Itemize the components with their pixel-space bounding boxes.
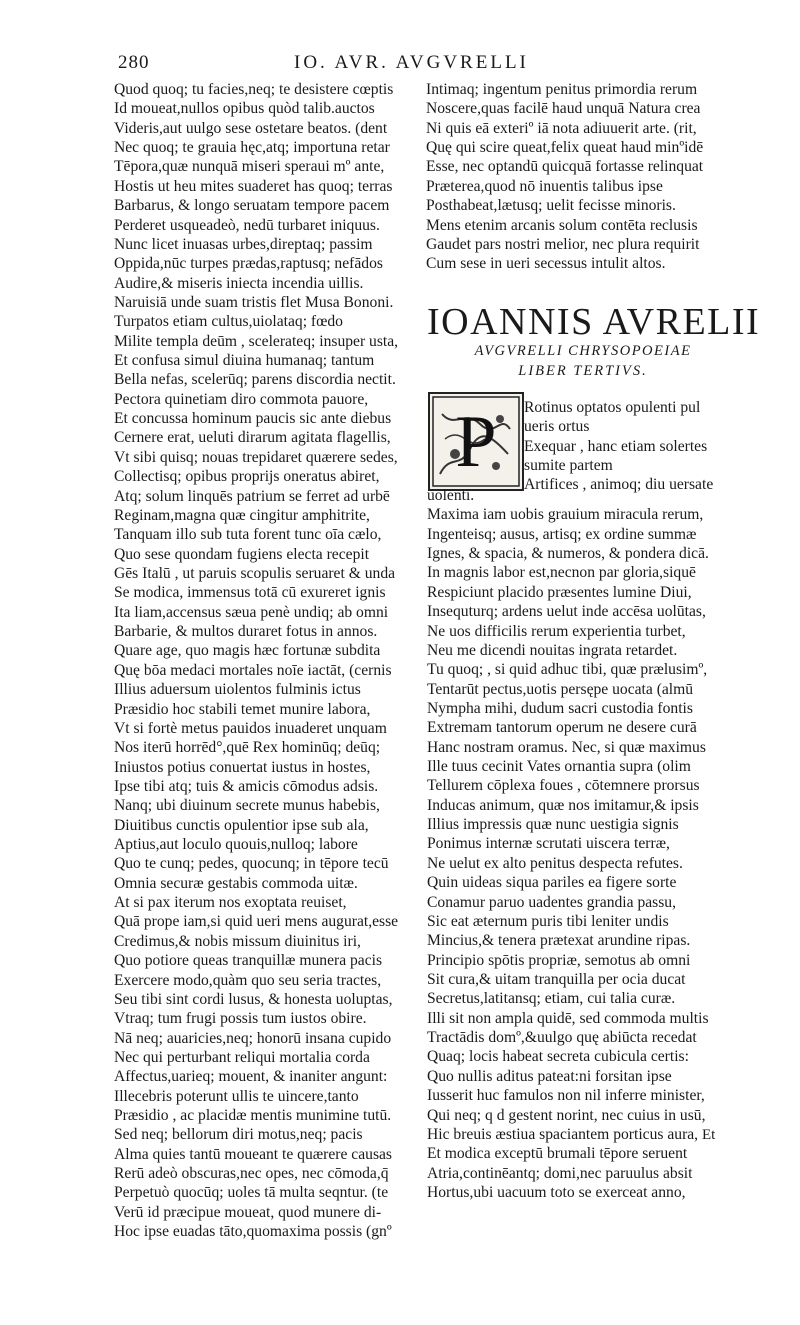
- verse-line: Quę bōa medaci mortales noīe iactāt, (cernis: [114, 661, 392, 679]
- verse-line: Quo sese quondam fugiens electa recepit: [114, 545, 370, 563]
- verse-line: Oppida,nūc turpes prædas,raptusq; nefādos: [114, 255, 383, 273]
- verse-line: Sit cura,& uitam tranquilla per ocia ducat: [427, 970, 686, 988]
- verse-line: Illius aduersum uiolentos fulminis ictus: [114, 681, 361, 699]
- verse-line: Barbarie, & multos duraret fotus in annos.: [114, 623, 378, 641]
- verse-line: Ne uos difficilis rerum experientia turbet,: [427, 622, 686, 640]
- verse-line: Atq; solum linquēs patrium se ferret ad urbē: [114, 487, 390, 505]
- verse-line: Ni quis eā exteriº iā nota adiuuerit arte. (rit,: [426, 119, 697, 137]
- verse-line: Tēpora,quæ nunquā miseri speraui mº ante,: [114, 158, 385, 176]
- verse-line: Posthabeat,lætusq; uelit fecisse minoris.: [426, 197, 676, 215]
- verse-line: Exercere modo,quàm quo seu seria tractes,: [114, 971, 382, 989]
- verse-line: Sed neq; bellorum diri motus,neq; pacis: [114, 1126, 363, 1144]
- verse-line: Respiciunt placido præsentes lumine Diui,: [427, 583, 692, 601]
- verse-line: Nunc licet inuasas urbes,direptaq; passim: [114, 235, 373, 253]
- verse-line: Principio spōtis propriæ, semotus ab omni: [427, 951, 691, 969]
- verse-line: Atria,continēantq; domi,nec paruulus absit: [427, 1164, 693, 1182]
- verse-line: uolenti.: [427, 487, 475, 504]
- verse-line: Ne uelut ex alto penitus despecta refutes.: [427, 854, 683, 872]
- verse-line: Mens etenim arcanis solum contēta reclusis: [426, 216, 698, 234]
- book-title-main: IOANNIS AVRELII: [427, 301, 761, 343]
- verse-line: Præsidio , ac placidæ mentis munimine tutū.: [114, 1107, 392, 1125]
- verse-line: Se modica, immensus totā cū exureret ignis: [114, 584, 386, 602]
- verse-line: Perpetuò quocūq; uoles tā multa seqntur. (te: [114, 1184, 389, 1202]
- verse-line: Perderet usqueadeò, nedū turbaret iniquus.: [114, 216, 380, 234]
- left-column: [114, 80, 416, 1242]
- verse-line: Tellurem cōplexa foues , cōtemnere prorsus: [427, 777, 700, 795]
- verse-line: Nec qui perturbant reliqui mortalia corda: [114, 1048, 370, 1066]
- running-head: IO. AVR. AVGVRELLI: [294, 52, 529, 73]
- verse-line: Præsidio hoc stabili temet munire labora,: [114, 700, 371, 718]
- verse-line: At si pax iterum nos exoptata reuiset,: [114, 894, 347, 912]
- verse-line: Gēs Italū , ut paruis scopulis seruaret & unda: [114, 564, 396, 582]
- verse-line: Et modica exceptū brumali tēpore seruent: [427, 1145, 688, 1163]
- verse-line: Neu me dicendi nouitas ingrata retardet.: [427, 641, 678, 659]
- verse-line: Vtraq; tum frugi possis tum iustos obire.: [114, 1010, 367, 1028]
- verse-line: Milite templa deūm , scelerateq; insuper usta,: [114, 332, 399, 350]
- verse-line: Cum sese in ueri secessus intulit altos.: [426, 255, 666, 273]
- verse-line: Collectisq; opibus proprijs oneratus abiret,: [114, 468, 380, 486]
- page-header: [112, 52, 732, 78]
- verse-line: Ignes, & spacia, & numeros, & pondera dicā.: [427, 545, 709, 563]
- book-title-book: LIBER TERTIVS.: [518, 363, 648, 379]
- verse-line: Ita liam,accensus sæua penè undiq; ab omni: [114, 603, 389, 621]
- verse-line: Quin uideas siqua pariles ea figere sorte: [427, 874, 677, 892]
- verse-line: sumite partem: [524, 457, 613, 475]
- catchword: Et: [702, 1127, 716, 1143]
- verse-line: Tu quoq; , si quid adhuc tibi, quæ prælusimº,: [427, 661, 708, 679]
- verse-line: Quare age, quo magis hæc fortunæ subdita: [114, 642, 381, 660]
- verse-line: Ponimus internæ scrutati uiscera terræ,: [427, 835, 670, 853]
- page-number: 280: [118, 52, 150, 73]
- initial-letter: P: [455, 401, 497, 483]
- verse-line: Illecebris poterunt ullis te uincere,tanto: [114, 1087, 359, 1105]
- verse-line: Quo te cunq; pedes, quocunq; in tēpore tecū: [114, 855, 389, 873]
- verse-line: Credimus,& nobis missum diuinitus iri,: [114, 932, 361, 950]
- verse-line: Esse, nec optandū quicquā fortasse relinquat: [426, 158, 704, 176]
- verse-line: Et concussa hominum paucis sic ante diebus: [114, 410, 392, 428]
- verse-line: Omnia securæ gestabis commoda uitæ.: [114, 874, 358, 892]
- verse-line: Maxima iam uobis grauium miracula rerum,: [427, 506, 704, 524]
- verse-line: Intimaq; ingentum penitus primordia rerum: [426, 81, 698, 98]
- verse-line: Ille tuus cecinit Vates ornantia supra (olim: [427, 758, 691, 776]
- verse-line: Id moueat,nullos opibus quòd talib.auctos: [114, 100, 375, 118]
- decorated-initial: [428, 392, 524, 491]
- verse-line: Extremam tantorum operum ne desere curā: [427, 719, 697, 737]
- verse-line: Tractādis domº,&uulgo quę abiūcta recedat: [427, 1029, 697, 1047]
- verse-line: Gaudet pars nostri melior, nec plura requirit: [426, 235, 700, 253]
- verse-line: Barbarus, & longo seruatam tempore pacem: [114, 197, 390, 215]
- verse-line: Quo potiore queas tranquillæ munera pacis: [114, 952, 383, 970]
- verse-line: Conamur paruo uadentes grandia passu,: [427, 893, 676, 911]
- book-title-sub: AVGVRELLI CHRYSOPOEIAE: [474, 343, 692, 359]
- verse-line: Verū id præcipue moueat, quod munere di-: [114, 1203, 382, 1221]
- verse-line: Hostis ut heu mites suaderet has quoq; terras: [114, 177, 393, 195]
- verse-line: Secretus,latitansq; etiam, cui talia curæ.: [427, 990, 676, 1008]
- verse-line: ueris ortus: [524, 418, 590, 436]
- verse-line: Vt si fortè metus pauidos inuaderet unquam: [114, 719, 387, 737]
- verse-line: Quaq; locis habeat secreta cubicula certis:: [427, 1048, 689, 1066]
- verse-line: Illius impressis quæ nunc uestigia signis: [427, 816, 679, 834]
- verse-line: Nympha mihi, dudum sacri custodia fontis: [427, 699, 693, 717]
- verse-line: Diuitibus cunctis opulentior ipse sub ala,: [114, 816, 369, 834]
- verse-line: Præterea,quod nō inuentis talibus ipse: [426, 177, 663, 195]
- verse-line: Hanc nostram oramus. Nec, si quæ maximus: [427, 738, 706, 756]
- verse-line: Tanquam illo sub tuta forent tunc oīa cælo,: [114, 526, 382, 544]
- verse-line: Alma quies tantū moueant te quærere causas: [114, 1145, 392, 1163]
- verse-line: Nanq; ubi diuinum secrete munus habebis,: [114, 797, 380, 815]
- verse-line: Nā neq; auaricies,neq; honorū insana cupido: [114, 1029, 392, 1047]
- verse-line: Quā prope iam,si quid ueri mens augurat,esse: [114, 913, 399, 931]
- verse-line: Insequturq; ardens uelut inde accēsa uolūtas,: [427, 603, 706, 621]
- verse-line: Nos iterū horrēd°,quē Rex hominūq; deūq;: [114, 739, 381, 757]
- verse-line: Naruisiā unde suam tristis flet Musa Bononi.: [114, 293, 394, 311]
- verse-line: Quę qui scire queat,felix queat haud minºidē: [426, 139, 704, 157]
- verse-line: Vt sibi quisq; nouas trepidaret quærere sedes,: [114, 448, 398, 466]
- right-column-top: [426, 80, 738, 274]
- verse-line: Hortus,ubi uacuum toto se exerceat anno,: [427, 1183, 686, 1201]
- verse-line: Artifices , animoq; diu uersate: [524, 476, 714, 494]
- verse-line: Exequar , hanc etiam solertes: [524, 437, 708, 455]
- verse-line: Pectora quinetiam diro commota pauore,: [114, 390, 369, 408]
- verse-line: Noscere,quas facilē haud unquā Natura crea: [426, 100, 701, 118]
- verse-line: Rerū adeò obscuras,nec opes, nec cōmoda,q̄: [114, 1165, 389, 1183]
- verse-line: Affectus,uarieq; mouent, & inaniter angunt:: [114, 1068, 388, 1086]
- verse-line: Audire,& miseris iniecta incendia uillis.: [114, 274, 364, 292]
- verse-line: Illi sit non ampla quidē, sed commoda multis: [427, 1009, 709, 1027]
- verse-line: Ipse tibi atq; tuis & amicis cōmodus adsis.: [114, 777, 379, 795]
- verse-line: Quo nullis aditus pateat:ni forsitan ipse: [427, 1067, 672, 1085]
- initial-adjacent-lines: [524, 398, 744, 495]
- verse-line: Mincius,& tenera prætexat arundine ripas.: [427, 932, 691, 950]
- verse-line: Hoc ipse euadas tāto,quomaxima possis (gnº: [114, 1223, 392, 1241]
- verse-line: Qui neq; q d gestent norint, nec cuius in usū,: [427, 1106, 706, 1124]
- verse-line: Seu tibi sint cordi lusus, & honesta uoluptas,: [114, 990, 393, 1008]
- verse-line: In magnis labor est,necnon par gloria,siquē: [427, 564, 696, 582]
- verse-line: Cernere erat, ueluti dirarum agitata flagellis,: [114, 429, 391, 447]
- verse-line: Iusserit huc famulos non nil inferre minister,: [427, 1087, 705, 1105]
- verse-line: Turpatos etiam cultus,uiolataq; fœdo: [114, 313, 343, 331]
- right-column-body: [427, 486, 739, 1202]
- verse-line: Rotinus optatos opulenti pul: [524, 399, 701, 416]
- verse-line: Hic breuis æstiua spaciantem porticus aura,: [427, 1125, 699, 1143]
- verse-line: Nec quoq; te grauia hęc,atq; importuna retar: [114, 139, 390, 157]
- verse-line: Bella nefas, scelerūq; parens discordia nectit.: [114, 371, 396, 389]
- verse-line: Ingenteisq; ausus, artisq; ex ordine summæ: [427, 525, 697, 543]
- verse-line: Iniustos potius conuertat iustus in hostes,: [114, 758, 371, 776]
- ornament-icon: [430, 394, 522, 489]
- verse-line: Tentarūt pectus,uotis persępe uocata (almū: [427, 680, 694, 698]
- verse-line: Et confusa simul diuina humanaq; tantum: [114, 352, 375, 370]
- verse-line: Videris,aut uulgo sese ostetare beatos. (dent: [114, 119, 388, 137]
- verse-line: Sic eat æternum puris tibi leniter undis: [427, 912, 669, 930]
- verse-line: Aptius,aut loculo quouis,nulloq; labore: [114, 836, 358, 854]
- verse-line: Quod quoq; tu facies,neq; te desistere cœptis: [114, 81, 394, 98]
- verse-line: Reginam,magna quæ cingitur amphitrite,: [114, 506, 370, 524]
- verse-line: Inducas animum, quæ nos imitamur,& ipsis: [427, 796, 699, 814]
